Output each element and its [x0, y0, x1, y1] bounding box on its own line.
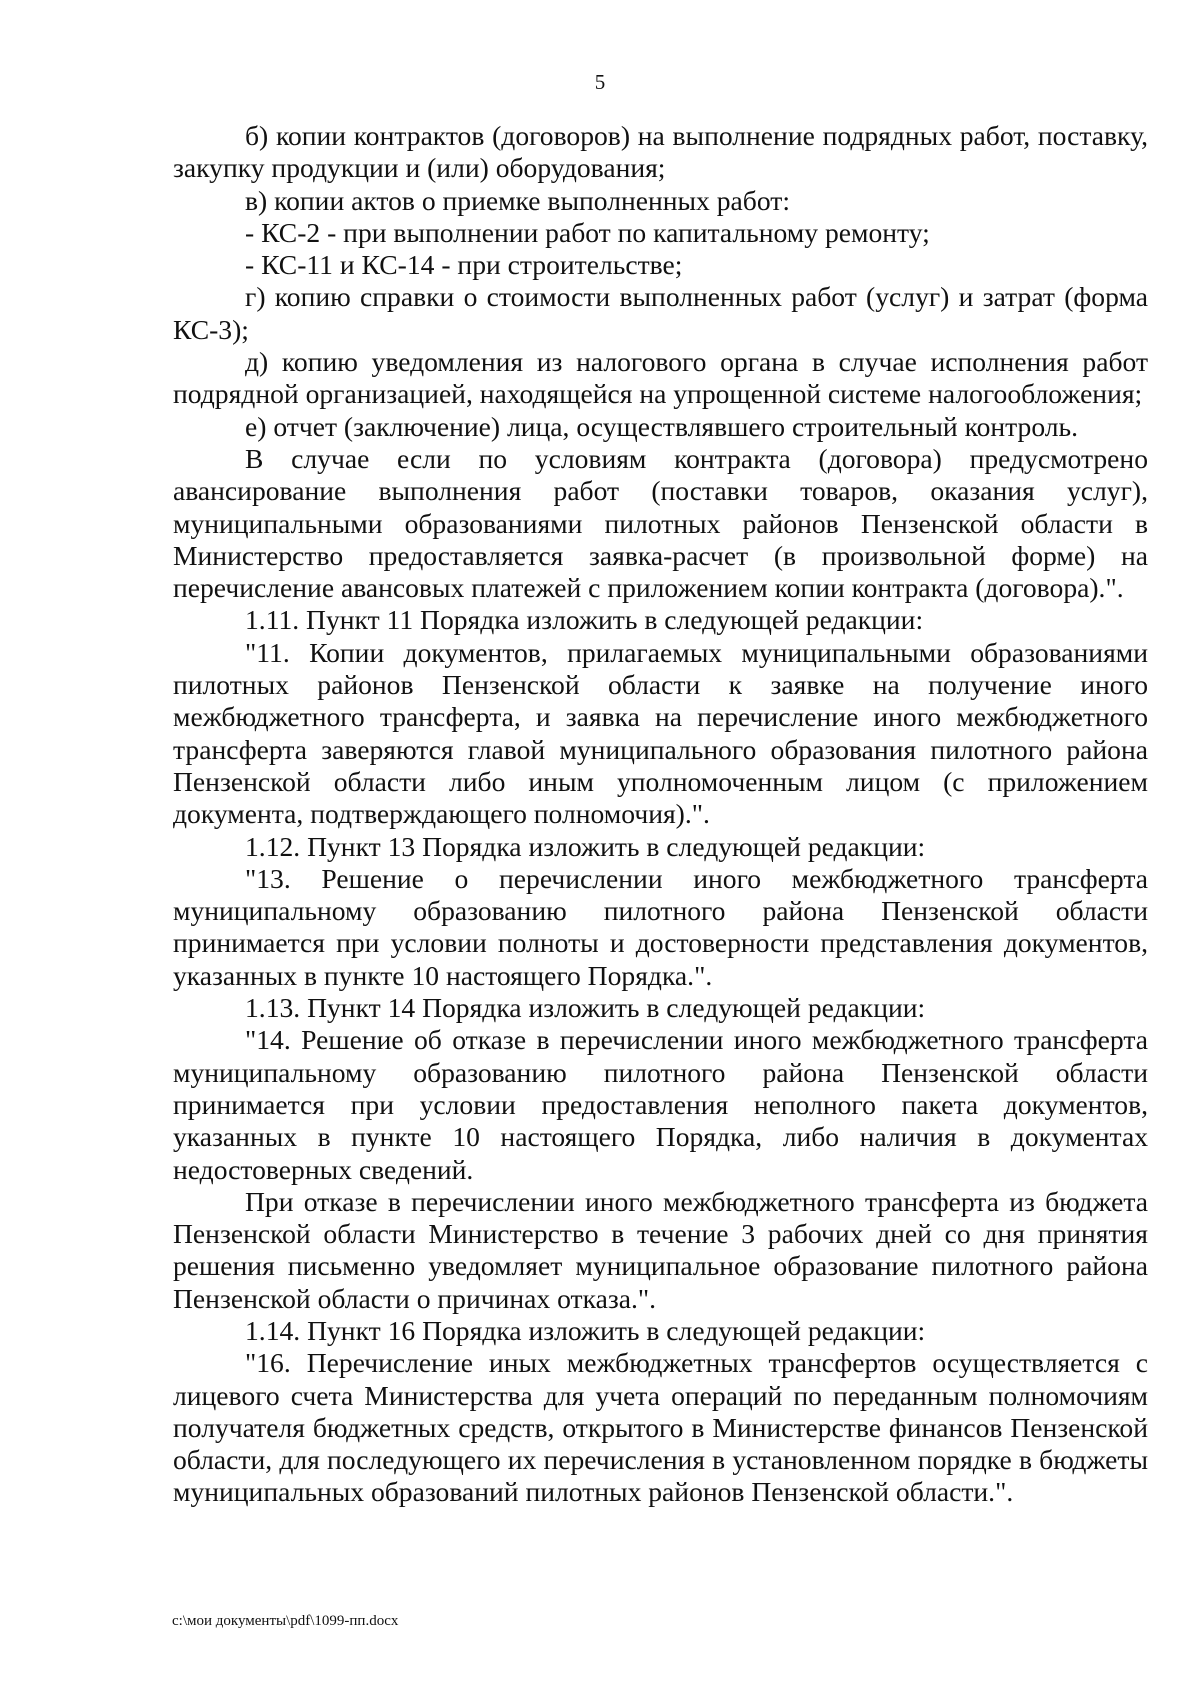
document-body — [173, 120, 1148, 1509]
page-number: 5 — [594, 70, 606, 94]
paragraph-item-1-13: 1.13. Пункт 14 Порядка изложить в следующей редакции: — [245, 992, 926, 1024]
paragraph-item-1-14: 1.14. Пункт 16 Порядка изложить в следующей редакции: — [245, 1314, 926, 1346]
paragraph-clause-16: "16. Перечисление иных межбюджетных трансфертов осуществляется с лицевого счета Министерства для учета операций по переданным полномочиям получателя бюджетных средств, открытого в Министерстве финансов Пензенской области, для последующего их перечисления в установленном порядке в бюджеты муниципальных образований пилотных районов Пензенской области.". — [173, 1347, 1148, 1508]
paragraph-advance-payment: В случае если по условиям контракта (договора) предусмотрено авансирование выполнения работ (поставки товаров, оказания услуг), муниципальными образованиями пилотных районов Пензенской области в Министерство предоставляется заявка-расчет (в произвольной форме) на перечисление авансовых платежей с приложением копии контракта (договора).". — [173, 442, 1148, 604]
paragraph-item-1-12: 1.12. Пункт 13 Порядка изложить в следующей редакции: — [245, 830, 926, 862]
paragraph-clause-14: "14. Решение об отказе в перечислении иного межбюджетного трансферта муниципальному образованию пилотного района Пензенской области принимается при условии предоставления неполного пакета документов, указанных в пункте 10 настоящего Порядка, либо наличия в документах недостоверных сведений. — [173, 1024, 1148, 1185]
paragraph-construction-control: е) отчет (заключение) лица, осуществлявшего строительный контроль. — [245, 410, 1079, 442]
paragraph-ks3-certificate: г) копию справки о стоимости выполненных работ (услуг) и затрат (форма КС-3); — [173, 281, 1148, 345]
paragraph-ks2: - КС-2 - при выполнении работ по капитальному ремонту; — [245, 216, 930, 248]
paragraph-acceptance-acts: в) копии актов о приемке выполненных работ: — [245, 184, 790, 216]
paragraph-refusal-notice: При отказе в перечислении иного межбюджетного трансферта из бюджета Пензенской области Министерство в течение 3 рабочих дней со дня принятия решения письменно уведомляет муниципальное образование пилотного района Пензенской области о причинах отказа.". — [173, 1185, 1148, 1314]
paragraph-item-1-11: 1.11. Пункт 11 Порядка изложить в следующей редакции: — [245, 604, 924, 636]
footer-file-path: c:\мои документы\pdf\1099-пп.docx — [172, 1613, 399, 1629]
paragraph-clause-13: "13. Решение о перечислении иного межбюджетного трансферта муниципальному образованию пилотного района Пензенской области принимается при условии полноты и достоверности представления документов, указанных в пункте 10 настоящего Порядка.". — [173, 862, 1148, 991]
paragraph-ks11-ks14: - КС-11 и КС-14 - при строительстве; — [245, 249, 683, 281]
paragraph-tax-notice: д) копию уведомления из налогового органа в случае исполнения работ подрядной организацией, находящейся на упрощенной системе налогообложения; — [173, 346, 1148, 410]
paragraph-contract-copies: б) копии контрактов (договоров) на выполнение подрядных работ, поставку, закупку продукции и (или) оборудования; — [173, 120, 1148, 184]
paragraph-clause-11: "11. Копии документов, прилагаемых муниципальными образованиями пилотных районов Пензенской области к заявке на получение иного межбюджетного трансферта, и заявка на перечисление иного межбюджетного трансферта заверяются главой муниципального образования пилотного района Пензенской области либо иным уполномоченным лицом (с приложением документа, подтверждающего полномочия).". — [173, 636, 1148, 830]
